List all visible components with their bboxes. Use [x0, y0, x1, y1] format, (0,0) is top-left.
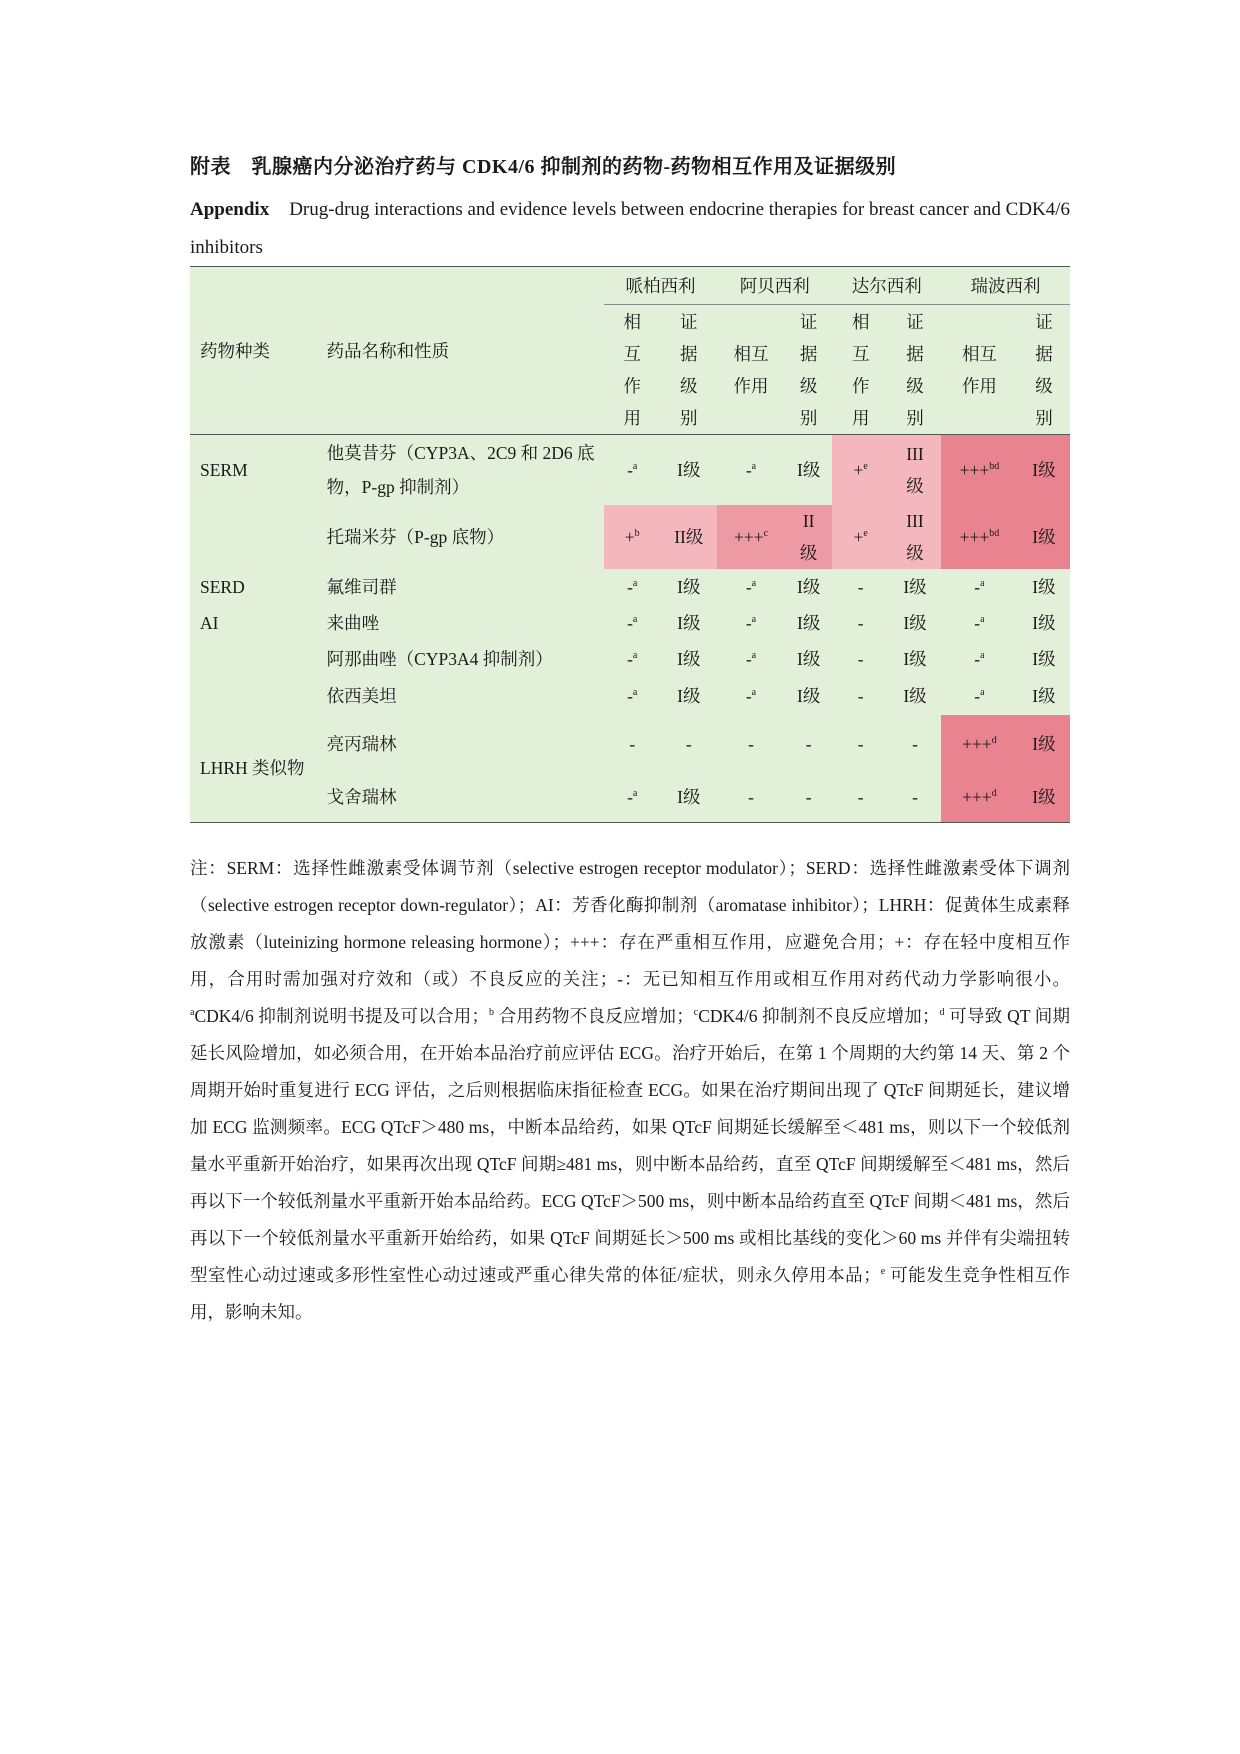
- drug-name: 戈舍瑞林: [326, 787, 397, 808]
- evidence-cell: I级: [797, 685, 821, 706]
- subheader-evidence: 证据级别: [680, 311, 698, 428]
- interaction-cell: -$^a$: [745, 459, 757, 480]
- header-inhibitor-dalpiciclib: 达尔西利: [832, 267, 941, 305]
- evidence-cell: I级: [797, 576, 821, 597]
- interaction-cell: -$^a$: [627, 459, 638, 480]
- evidence-cell: I级: [677, 576, 701, 597]
- table-row: [190, 505, 1070, 569]
- evidence-cell: I级: [903, 648, 927, 669]
- drug-class: SERM: [200, 459, 248, 480]
- evidence-cell: I级: [903, 612, 927, 633]
- interaction-cell: -$^a$: [974, 685, 985, 706]
- interaction-cell: -$^a$: [745, 648, 757, 669]
- evidence-cell: III级: [889, 435, 941, 505]
- evidence-cell: I级: [1032, 685, 1056, 706]
- evidence-cell: I级: [797, 459, 821, 480]
- footnote-d: 可导致 QT 间期延长风险增加，如必须合用，在开始本品治疗前应评估 ECG。治疗开始后，在第 1 个周期的大约第 14 天、第 2 个周期开始时重复进行 ECG 评估，之后则根据临床指征检查 ECG。如果在治疗期间出现了 QTcF 间期延长，建议增加 ECG 监测频率。ECG QTcF＞480 ms，中断本品给药，如果 QTcF 间期延长缓解至＜481 ms，则以下一个较低剂量水平重新开始治疗，如果再次出现 QTcF 间期≥481 ms，则中断本品给药，直至 QTcF 间期缓解至＜481 ms，然后再以下一个较低剂量水平重新开始本品给药。ECG QTcF＞500 ms，则中断本品给药直至 QTcF 间期＜481 ms，然后再以下一个较低剂量水平重新开始给药，如果 QTcF 间期延长＞500 ms 或相比基线的变化＞60 ms 并伴有尖端扭转型室性心动过速或多形性室性心动过速或严重心律失常的体征/症状，则永久停用本品；: [190, 1006, 1070, 1285]
- interaction-cell: -: [629, 733, 636, 754]
- table-title-chinese: 附表 乳腺癌内分泌治疗药与 CDK4/6 抑制剂的药物-药物相互作用及证据级别: [190, 156, 897, 178]
- evidence-cell: III级: [889, 505, 941, 569]
- evidence-cell: I级: [1018, 435, 1070, 505]
- evidence-cell: I级: [797, 648, 821, 669]
- interaction-cell: -: [857, 648, 864, 669]
- evidence-cell: -: [685, 733, 692, 754]
- interaction-cell: -$^a$: [974, 612, 985, 633]
- evidence-cell: I级: [677, 459, 701, 480]
- interaction-cell: +$^e$: [832, 505, 889, 569]
- interaction-cell: +++$^{bd}$: [941, 505, 1018, 569]
- drug-name: 亮丙瑞林: [326, 733, 397, 754]
- interaction-cell: +$^e$: [832, 435, 889, 505]
- interaction-cell: -: [857, 787, 864, 808]
- header-inhibitor-ribociclib: 瑞波西利: [941, 267, 1070, 305]
- interaction-cell: -$^a$: [627, 787, 638, 808]
- evidence-cell: I级: [677, 648, 701, 669]
- interaction-cell: -: [748, 733, 754, 754]
- interaction-cell: +++$^c$: [717, 505, 785, 569]
- interaction-table: [190, 266, 1070, 823]
- table-title-english: [190, 191, 1070, 267]
- interaction-cell: +++$^{bd}$: [941, 435, 1018, 505]
- header-inhibitor-abemaciclib: 阿贝西利: [717, 267, 832, 305]
- evidence-cell: -: [805, 733, 812, 754]
- header-drug-name: 药品名称和性质: [326, 340, 450, 361]
- table-row: [190, 773, 1070, 823]
- subheader-interaction: 相互作用: [961, 343, 997, 396]
- evidence-cell: II级: [661, 505, 718, 569]
- evidence-cell: I级: [1032, 648, 1056, 669]
- interaction-cell: -: [857, 685, 864, 706]
- subheader-evidence: 证据级别: [799, 311, 818, 428]
- footnote-b: 合用药物不良反应增加；: [494, 1006, 694, 1026]
- interaction-cell: +$^b$: [604, 505, 661, 569]
- drug-class: SERD: [200, 576, 245, 597]
- evidence-cell: -: [912, 733, 918, 754]
- drug-class: AI: [200, 612, 219, 633]
- footnote-a: CDK4/6 抑制剂说明书提及可以合用；: [194, 1006, 490, 1026]
- interaction-cell: +++$^d$: [941, 715, 1018, 773]
- interaction-cell: -: [857, 576, 864, 597]
- interaction-cell: -$^a$: [745, 612, 757, 633]
- drug-name: 氟维司群: [326, 576, 397, 597]
- evidence-cell: I级: [677, 685, 701, 706]
- interaction-cell: -$^a$: [627, 612, 638, 633]
- interaction-cell: -$^a$: [745, 685, 757, 706]
- drug-name: 来曲唑: [326, 612, 380, 633]
- drug-class: [190, 505, 317, 569]
- appendix-label: Appendix: [190, 199, 270, 220]
- interaction-cell: -$^a$: [627, 685, 638, 706]
- drug-class: [190, 641, 317, 677]
- drug-class: LHRH 类似物: [200, 758, 305, 779]
- interaction-cell: -: [857, 612, 864, 633]
- subheader-interaction: 相互作用: [623, 311, 641, 428]
- interaction-cell: -$^a$: [627, 648, 638, 669]
- interaction-cell: -: [857, 733, 864, 754]
- interaction-cell: -$^a$: [627, 576, 638, 597]
- table-row: [190, 435, 1070, 505]
- subheader-interaction: 相互作用: [733, 343, 769, 396]
- footnote-c: CDK4/6 抑制剂不良反应增加；: [698, 1006, 940, 1026]
- evidence-cell: I级: [797, 612, 821, 633]
- header-drug-class: 药物种类: [200, 340, 270, 361]
- evidence-cell: -: [912, 787, 918, 808]
- evidence-cell: I级: [1032, 612, 1056, 633]
- subheader-evidence: 证据级别: [906, 311, 924, 428]
- interaction-cell: -$^a$: [974, 576, 985, 597]
- evidence-cell: I级: [1018, 773, 1070, 823]
- evidence-cell: I级: [903, 576, 927, 597]
- interaction-cell: -$^a$: [745, 576, 757, 597]
- evidence-cell: I级: [903, 685, 927, 706]
- evidence-cell: I级: [677, 612, 701, 633]
- evidence-cell: I级: [1018, 505, 1070, 569]
- drug-name: 阿那曲唑（CYP3A4 抑制剂）: [326, 648, 553, 669]
- table-row: [190, 715, 1070, 773]
- header-inhibitor-palbociclib: 哌柏西利: [604, 267, 717, 305]
- drug-name: 托瑞米芬（P-gp 底物）: [326, 526, 505, 547]
- evidence-cell: -: [805, 787, 812, 808]
- appendix-title-text: Drug-drug interactions and evidence levels between endocrine therapies for breast cancer and CDK4/6 inhibitors: [190, 199, 1070, 258]
- table-row: [190, 569, 1070, 605]
- footnote-e: 可能发生竞争性相互作用，影响未知。: [190, 1265, 1071, 1322]
- evidence-cell: I级: [1018, 715, 1070, 773]
- table-row: [190, 605, 1070, 641]
- drug-name: 依西美坦: [326, 685, 397, 706]
- evidence-cell: I级: [677, 787, 701, 808]
- subheader-interaction: 相互作用: [851, 311, 870, 428]
- drug-class: [190, 677, 317, 715]
- table-row: [190, 677, 1070, 715]
- interaction-cell: -$^a$: [974, 648, 985, 669]
- interaction-cell: -: [748, 787, 754, 808]
- table-row: [190, 641, 1070, 677]
- table-footnote: 注：SERM：选择性雌激素受体调节剂（selective estrogen receptor modulator）；SERD：选择性雌激素受体下调剂（selective estrogen receptor down-regulator）；AI：芳香化酶抑制剂（aromatase inhibitor）；LHRH：促黄体生成素释放激素（luteinizing hormone releasing hormone）；+++：存在严重相互作用，应避免合用；+：存在轻中度相互作用，合用时需加强对疗效和（或）不良反应的关注；-：无已知相互作用或相互作用对药代动力学影响很小。$^a$CDK4/6 抑制剂说明书提及可以合用；$^b$ 合用药物不良反应增加；$^c$CDK4/6 抑制剂不良反应增加；$^d$ 可导致 QT 间期延长风险增加，如必须合用，在开始本品治疗前应评估 ECG。治疗开始后，在第 1 个周期的大约第 14 天、第 2 个周期开始时重复进行 ECG 评估，之后则根据临床指征检查 ECG。如果在治疗期间出现了 QTcF 间期延长，建议增加 ECG 监测频率。ECG QTcF＞480 ms，中断本品给药，如果 QTcF 间期延长缓解至＜481 ms，则以下一个较低剂量水平重新开始治疗，如果再次出现 QTcF 间期≥481 ms，则中断本品给药，直至 QTcF 间期缓解至＜481 ms，然后再以下一个较低剂量水平重新开始本品给药。ECG QTcF＞500 ms，则中断本品给药直至 QTcF 间期＜481 ms，然后再以下一个较低剂量水平重新开始给药，如果 QTcF 间期延长＞500 ms 或相比基线的变化＞60 ms 并伴有尖端扭转型室性心动过速或多形性室性心动过速或严重心律失常的体征/症状，则永久停用本品；$^e$ 可能发生竞争性相互作用，影响未知。: [190, 858, 1071, 1322]
- evidence-cell: II级: [785, 505, 833, 569]
- footnote-abbreviations: 注：SERM：选择性雌激素受体调节剂（selective estrogen receptor modulator）；SERD：选择性雌激素受体下调剂（selective estrogen receptor down-regulator）；AI：芳香化酶抑制剂（aromatase inhibitor）；LHRH：促黄体生成素释放激素（luteinizing hormone releasing hormone）；+++：存在严重相互作用，应避免合用；+：存在轻中度相互作用，合用时需加强对疗效和（或）不良反应的关注；-：无已知相互作用或相互作用对药代动力学影响很小。: [190, 858, 1070, 989]
- interaction-cell: +++$^d$: [941, 773, 1018, 823]
- subheader-evidence: 证据级别: [1035, 311, 1053, 428]
- evidence-cell: I级: [1032, 576, 1056, 597]
- drug-name: 他莫昔芬（CYP3A、2C9 和 2D6 底物，P-gp 抑制剂）: [326, 442, 595, 497]
